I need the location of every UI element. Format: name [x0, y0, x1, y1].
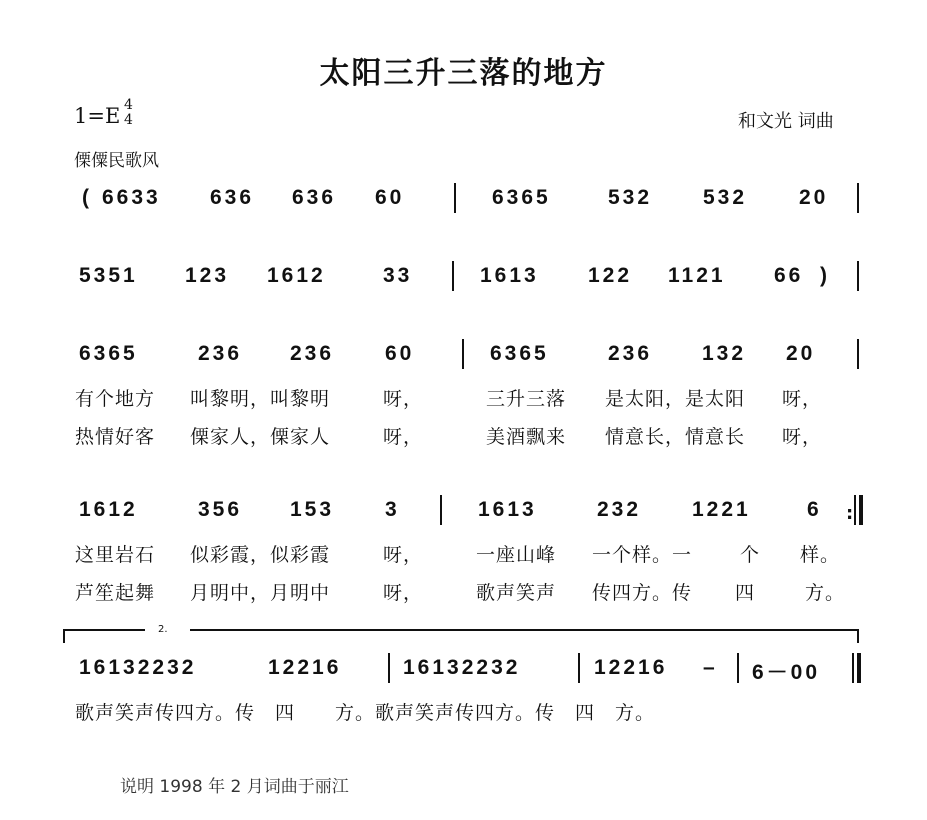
bar-line: [857, 261, 859, 291]
open-paren: (: [82, 186, 92, 209]
time-signature-top: 4: [124, 97, 133, 113]
note-group: 12216: [594, 656, 668, 679]
note-group: 20: [799, 186, 829, 209]
note-group: 232: [597, 498, 642, 521]
note-group: 123: [185, 264, 230, 287]
lyric: 传四方。传: [592, 582, 693, 604]
lyric: 歌声笑声传四方。传 四 方。歌声笑声传四方。传 四 方。: [75, 702, 656, 724]
note-group: 20: [786, 342, 816, 365]
note-group: 236: [608, 342, 653, 365]
lyric: 呀，: [782, 426, 823, 448]
footnote: 说明 1998 年 2 月词曲于丽江: [120, 777, 349, 797]
author: 和文光 词曲: [738, 111, 834, 132]
bar-line: [578, 653, 580, 683]
note-group: 12216: [268, 656, 342, 679]
note-group: 636: [210, 186, 255, 209]
repeat-dots: :: [846, 503, 854, 524]
bar-line: [462, 339, 464, 369]
volta-bracket-right: [857, 629, 859, 643]
note-group: 356: [198, 498, 243, 521]
note-group: 1612: [267, 264, 326, 287]
note-group: 3: [385, 498, 400, 521]
note-group: 1613: [480, 264, 539, 287]
note-group: 33: [383, 264, 413, 287]
note-group: 122: [588, 264, 633, 287]
note-group: 16132232: [403, 656, 521, 679]
lyric: 个: [740, 544, 761, 566]
note-group: 60: [375, 186, 405, 209]
lyric: 呀，: [782, 388, 823, 410]
volta-number: 2.: [158, 624, 168, 635]
lyric: 歌声笑声: [476, 582, 557, 604]
bar-line: [440, 495, 442, 525]
lyric: 呀，: [383, 426, 424, 448]
note-group: 1221: [692, 498, 751, 521]
note-group: 6－00: [752, 661, 821, 684]
close-paren: ): [820, 264, 830, 287]
note-group: 6365: [492, 186, 551, 209]
bar-line: [852, 653, 854, 683]
lyric: 有个地方: [75, 388, 156, 410]
note-group: 5351: [79, 264, 138, 287]
final-bar: [857, 653, 861, 683]
note-group: 153: [290, 498, 335, 521]
volta-line: [190, 629, 858, 631]
note-group: 236: [290, 342, 335, 365]
lyric: 方。: [805, 582, 846, 604]
lyric: 呀，: [383, 388, 424, 410]
lyric: 热情好客: [75, 426, 156, 448]
lyric: 美酒飘来: [486, 426, 567, 448]
key-signature: 1=E: [74, 104, 121, 128]
lyric: 似彩霞，似彩霞: [190, 544, 331, 566]
lyric: 是太阳，是太阳: [605, 388, 746, 410]
lyric: 月明中，月明中: [190, 582, 331, 604]
bar-line: [737, 653, 739, 683]
bar-line: [857, 339, 859, 369]
note-group: 532: [703, 186, 748, 209]
lyric: 这里岩石: [75, 544, 156, 566]
lyric: 叫黎明，叫黎明: [190, 388, 331, 410]
volta-bracket-left: [63, 629, 65, 643]
volta-line: [63, 629, 145, 631]
note-group: 636: [292, 186, 337, 209]
note-group: 1121: [668, 264, 726, 287]
lyric: 四: [735, 582, 756, 604]
note-group: 16132232: [79, 656, 197, 679]
note-group: 132: [702, 342, 747, 365]
note-group: 1613: [478, 498, 537, 521]
note-group: 1612: [79, 498, 138, 521]
lyric: 呀，: [383, 544, 424, 566]
note-group: –: [703, 656, 718, 679]
style-label: 傈僳民歌风: [74, 151, 159, 171]
note-group: 532: [608, 186, 653, 209]
bar-line: [452, 261, 454, 291]
note-group: 6: [807, 498, 822, 521]
note-group: 6633: [102, 186, 161, 209]
bar-line: [454, 183, 456, 213]
note-group: 60: [385, 342, 415, 365]
repeat-bar: [859, 495, 863, 525]
note-group: 6365: [79, 342, 138, 365]
lyric: 情意长，情意长: [605, 426, 746, 448]
lyric: 三升三落: [486, 388, 567, 410]
lyric: 一座山峰: [476, 544, 557, 566]
lyric: 傈家人，傈家人: [190, 426, 331, 448]
bar-line: [388, 653, 390, 683]
time-signature: [124, 98, 133, 128]
lyric: 样。: [800, 544, 841, 566]
note-group: 66: [774, 264, 804, 287]
bar-line: [854, 495, 856, 525]
bar-line: [857, 183, 859, 213]
lyric: 呀，: [383, 582, 424, 604]
note-group: 236: [198, 342, 243, 365]
lyric: 芦笙起舞: [75, 582, 156, 604]
page-title: 太阳三升三落的地方: [319, 56, 608, 91]
time-signature-bottom: 4: [124, 112, 133, 128]
note-group: 6365: [490, 342, 549, 365]
lyric: 一个样。一: [592, 544, 693, 566]
